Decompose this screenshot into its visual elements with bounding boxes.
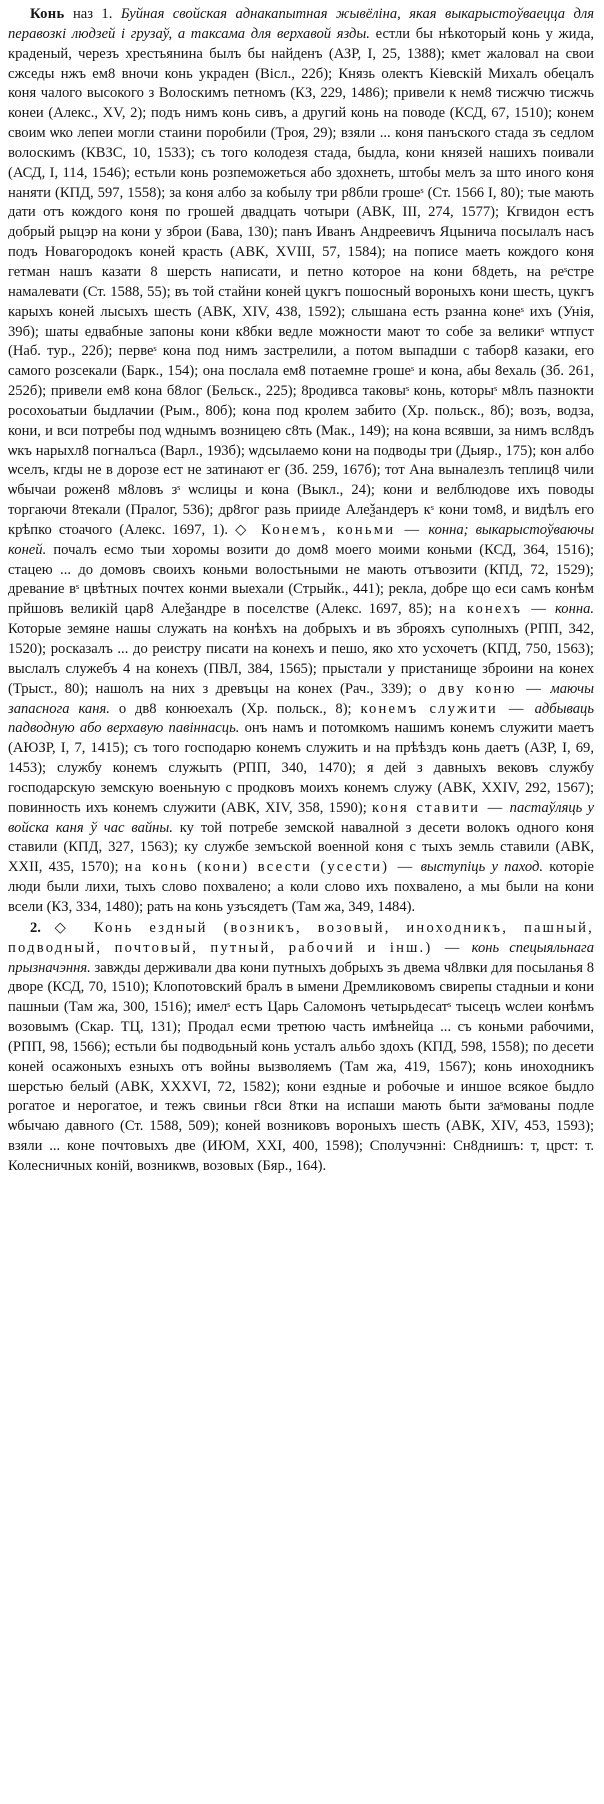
o-dvu-konyu-definition: маючы запаснога каня. [8,680,594,717]
na-kon-citations: которіе люди были лихи, тыхъ слово похвалено; а коли слово ихъ похвалено, а мы были на кони всели (КЗ, 334, 1480); рать на конь узъсядетъ (Там жа, 349, 1484). [8,859,594,915]
na-kon-heading: на конь (кони) всести (усести) — [124,859,415,876]
konya-staviti-definition: пастаўляць у войска каня ў час вайны. [8,799,594,836]
na-konekh-definition: конна. [555,601,595,618]
konya-staviti-heading: коня ставити — [372,799,505,816]
sense-1-paragraph [8,5,594,918]
konya-staviti-citations: ку той потребе земской навалной з десети волокъ одного коня ставили (КПД, 327, 1563); ку службе земъской военной коня с тыхъ земль ставили (АВК, XXII, 435, 1570); [8,819,594,876]
konem-sluzhiti-citations: онъ намъ и потомкомъ нашимъ конемъ служити маетъ (АЮЗР, I, 7, 1415); съ того господарю конемъ служить и на прѣѣздъ конь даетъ (АЗР, I, 69, 1453); службу конемъ служыть (РПП, 340, 1470); я дей з давныхъ вековъ службу господарскую земскую военьную с продковъ моихъ конемъ служу (АВК, XXIV, 292, 1567); повинность ихъ конемъ служити (АВК, XIV, 358, 1590); [8,720,594,816]
sense-1-marker: наз 1. [72,6,113,22]
sense-2-marker: 2. [30,919,41,936]
na-kon-definition: выступіць у паход. [420,859,543,876]
headword: Конь [30,6,65,22]
konem-citations: почалъ есмо тыи хоромы возити до дом8 моего моими коньми (КСД, 364, 1516); стацею ... до домовъ своихъ коньми волостьными не мають отъвозити (КПД, 72, 1529); древание вˢ цвѣтных почтех конми выехали (Стрыйк., 441); рекла, добре що еси самъ конѣм прйшовъ великій цар8 Алеѯандре в поселстве (Алекс. 1697, 85); [8,541,594,618]
sense-1-citations: естли бы нѣкоторый конь у жида, краденый, черезъ хрестьянина былъ бы найденъ (АЗР, I, 25, 1388); кмет жаловал на свои сжседы нжъ ем8 вночи конь украден (Вісл., 22б); Князь олектъ Кіевскій Михалъ обецалъ коня чалого высокого з Волоскимъ петномъ (КЗ, 229, 1486); привели к нем8 тисжчю тисжчь конеи (Алекс., XV, 2); подъ нимъ конь сивъ, а другий конь на поводе (КСД, 67, 1510); конем своим ѡко лепеи могли стаини поробили (Троя, 29); взяли ... коня панъского стада зъ седлом волоскимъ (КВЗС, 10, 1533); съ того колодезя стада, быдла, кони князей нашихъ поивали (АСД, I, 114, 1546); естьли конь розпеможеться або здохнеть, штобы мелъ за што иного коня наняти (КПД, 597, 1558); за коня албо за кобылу три р8бли грошеˢ (Ст. 1566 I, 80); тые мають дати отъ кождого коня по грошей двадцать чотыри (АВК, III, 274, 1577); Кгвидон естъ добрый рыцэр на кони у зброи (Бава, 130); панъ Иванъ Андреевичъ Яцынича посылалъ насъ подъ Новагородокъ коней красть (АВК, XVIII, 57, 1584); на пописе маеть кождого коня гетман нашъ казати 8 шерсть написати, и петно которое на кони б8деть, на реˢстре намалевати (Ст. 1588, 55); въ той стайни коней цукгъ пошосный вороныхъ кони шесть, цукгъ карыхъ коней лысыхъ шесть (АВК, XIV, 438, 1592); слышана есть рзанна конеˢ ихъ (Унія, 39б); шаты едвабные запоны кони к8бки ведле можности мают то собе за великиˢ ѡтпуст (Наб. тур., 22б); первеˢ кона под нимъ застрелили, а потом выпадши с табор8 казаки, его самого розсекали (Барк., 154); она послала ем8 потаемне грошеˢ и кона, абы 8ехаль (Зб. 261, 252б); привели ем8 кона б8лог (Бельск., 225); 8родивса таковыˢ конь, которыˢ м8лъ пазнокти росохоьатыи быдлачии (Рым., 80б); кона под кролем забито (Хр. польск., 8б); возъ, водза, кони, и вси потребы под ѡднымъ возницею с8ть (Мак., 149); на кона всявши, за нимъ всл8дъ ѡкъ нарыхл8 погналъса (Варл., 193б); ѡдсылаемо кони на подводы три (Дыяр., 175); кон албо ѡселъ, кгды не в дорозе ест не затинают ег (Зб. 259, 167б); тот Ана выналезлъ теплиц8 чили ѡбычаи рожен8 м8ловъ зˢ ѡслицы и кона (Выкл., 24); кони и велблюдове ихъ поводы торгаючи 8текали (Пралог, 536); др8гог разь прииде Алеѯандеръ кˢ кони том8, и видѣлъ его крѣпко стоачого (Алекс. 1697, 1). [8,25,595,538]
na-konekh-citations: Которые земяне нашы служать на конѣхъ на добрыхъ и въ зброяхъ суполныхъ (РПП, 342, 1520); росказалъ ... до реистру писати на конехъ и пешо, яко хто усхочетъ (КПД, 750, 1563); выслалъ служебъ 4 на конехъ (ПВЛ, 384, 1565); прыстали у пристанище зброини на конех (Трыст., 80); нашолъ на них з древъцы на конех (Рач., 339); [8,621,594,697]
sense-2-citations: завжды держивали два кони путныхъ добрыхъ зъ двема ч8лвки для посыланья 8 дворе (КСД, 70, 1510); Клопотовский бралъ в ымени Дремликовомъ свирепы стадныи и кони пашныи (Там жа, 300, 1516); имелˢ естъ Царь Саломонъ четырьдесатˢ тысецъ ѡслеи конѣмъ возовымъ (Скар. ТЦ, 131); Продал есми третюю часть имѣнейца ... съ коньми рабочими, (РПП, 98, 1566); естьли бы подводьный конь усталъ альбо здохъ (КПД, 598, 1558); по десети коней осажоныхъ езныхъ отъ войны вызволяемъ (Там жа, 419, 1567); конь иноходникъ шерстью белый (АВК, XXXVI, 72, 1582); кони ездные и робочые и иншое всякое быдло рогатое и нерогатое, и тежъ свиньи г8си 8тки на испаши мають быти заˢмованы подле ѡбычаю давного (Ст. 1588, 509); коней возниковъ вороныхъ шесть (АВК, XIV, 453, 1593); взяли ... коне почтовыхъ две (ИЮМ, XXI, 400, 1598); Сполучэнні: [8,959,594,1155]
sense-2-definition: конь спецыяльнага прызначэння. [8,939,594,976]
sense-2-heading: ◇ Конь ездный (возникъ, возовый, иноходникъ, пашный, подводный, почтовый, путный, рабочий и інш.) — [8,919,594,956]
na-konekh-heading: на конехъ — [439,601,549,618]
konem-sluzhiti-heading: конемъ служити — [360,700,526,717]
sense-1-definition: Буйная свойская аднакапытная жывёліна, якая выкарыстоўваецца для перавозкі людзей і грузаў, а таксама для верхавой язды. [8,6,594,42]
konem-sluzhiti-definition: адбываць падводную або верхавую павіннасць. [8,700,594,737]
sense-2-tail: Сн8днишъ: т, црст: т. Колесничных коній, возникѡв, возовых (Бяр., 164). [8,1138,594,1174]
konem-definition: конна; выкарыстоўваючы коней. [8,521,595,558]
konem-heading: ◇ Конемъ, коньми — [235,521,422,538]
sense-2-paragraph [8,919,594,1177]
o-dvu-konyu-citations: о дв8 конюехалъ (Хр. польск., 8); [118,700,352,717]
o-dvu-konyu-heading: о дву коню — [419,680,544,697]
